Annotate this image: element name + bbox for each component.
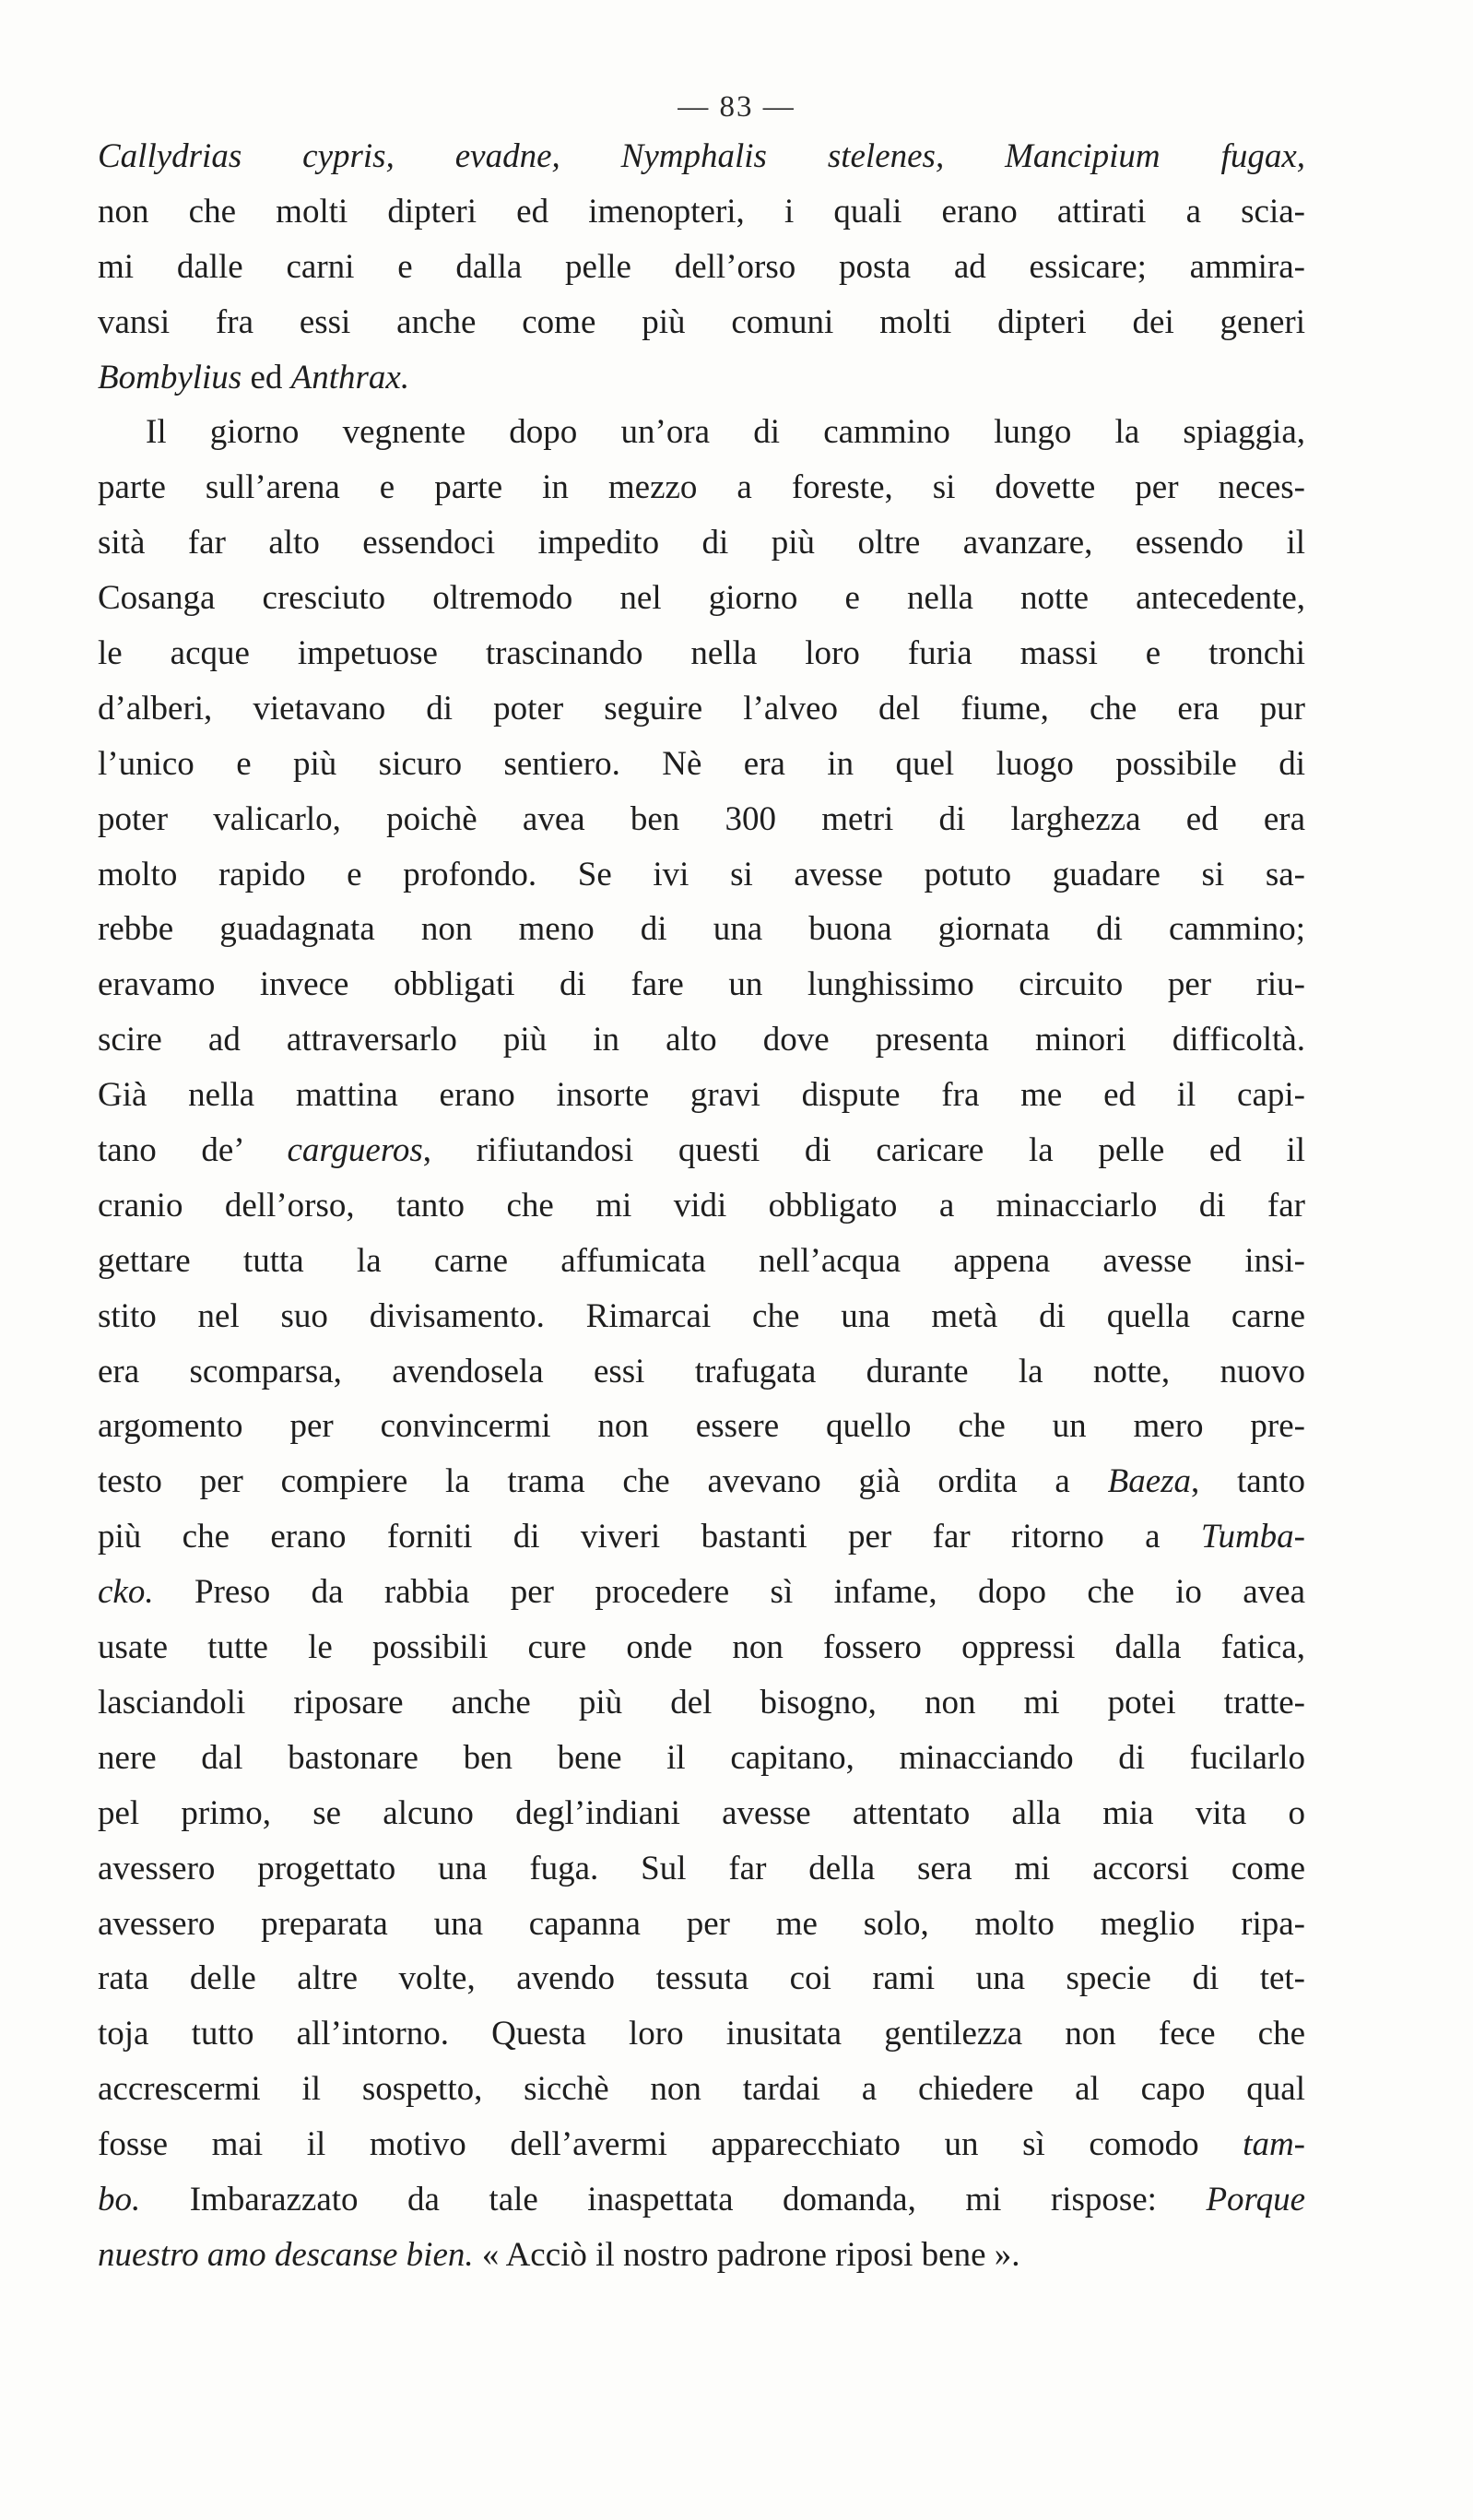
text-segment: , tanto xyxy=(1191,1462,1305,1501)
text-segment: usate tutte le possibili cure onde non fossero oppressi dalla fatica, xyxy=(98,1628,1305,1667)
text-line xyxy=(98,460,1305,515)
text-line xyxy=(98,405,1305,460)
text-line xyxy=(98,240,1305,295)
text-segment: avessero progettato una fuga. Sul far della sera mi accorsi come xyxy=(98,1849,1305,1887)
text-line xyxy=(98,1289,1305,1344)
text-line xyxy=(98,1731,1305,1786)
text-segment: molto rapido e profondo. Se ivi si avesse potuto guadare si sa- xyxy=(98,855,1305,893)
text-line xyxy=(98,1068,1305,1123)
text-segment: ed xyxy=(242,358,291,396)
text-segment: l’unico e più sicuro sentiero. Nè era in quel luogo possibile di xyxy=(98,744,1305,783)
text-line xyxy=(98,515,1305,571)
text-line xyxy=(98,1951,1305,2006)
italic-text-segment: Bombylius xyxy=(98,358,242,396)
text-line xyxy=(98,1675,1305,1731)
text-segment: rebbe guadagnata non meno di una buona giornata di cammino; xyxy=(98,910,1305,949)
body-text xyxy=(98,129,1305,2283)
italic-text-segment: nuestro amo descanse bien. xyxy=(98,2235,474,2274)
text-segment: pel primo, se alcuno degl’indiani avesse attentato alla mia vita o xyxy=(98,1793,1305,1832)
text-line xyxy=(98,1399,1305,1454)
text-line xyxy=(98,847,1305,903)
text-line xyxy=(98,1454,1305,1509)
text-line xyxy=(98,1786,1305,1841)
italic-text-segment: cko. xyxy=(98,1573,154,1612)
text-segment: argomento per convincermi non essere quello che un mero pre- xyxy=(98,1407,1305,1446)
text-line xyxy=(98,1565,1305,1620)
text-segment: toja tutto all’intorno. Questa loro inusitata gentilezza non fece che xyxy=(98,2015,1305,2053)
text-segment: lasciandoli riposare anche più del bisogno, non mi potei tratte- xyxy=(98,1683,1305,1721)
text-segment: stito nel suo divisamento. Rimarcai che una metà di quella carne xyxy=(98,1296,1305,1335)
text-segment: scire ad attraversarlo più in alto dove presenta minori difficoltà. xyxy=(98,1021,1305,1059)
text-line xyxy=(98,1344,1305,1400)
text-line xyxy=(98,2062,1305,2117)
text-segment: mi dalle carni e dalla pelle dell’orso posta ad essicare; ammira- xyxy=(98,247,1305,286)
text-segment: testo per compiere la trama che avevano già ordita a xyxy=(98,1462,1108,1501)
text-segment: parte sull’arena e parte in mezzo a foreste, si dovette per neces- xyxy=(98,468,1305,507)
italic-text-segment: Callydrias cypris, evadne, Nymphalis stelenes, Mancipium fugax, xyxy=(98,137,1305,175)
text-segment: gettare tutta la carne affumicata nell’acqua appena avesse insi- xyxy=(98,1241,1305,1280)
text-segment: « Acciò il nostro padrone riposi bene ». xyxy=(473,2235,1020,2274)
text-segment: d’alberi, vietavano di poter seguire l’alveo del fiume, che era pur xyxy=(98,689,1305,728)
text-line xyxy=(98,1509,1305,1565)
text-line xyxy=(98,1123,1305,1178)
text-segment: Già nella mattina erano insorte gravi dispute fra me ed il capi- xyxy=(98,1076,1305,1115)
text-line xyxy=(98,350,1305,406)
text-line xyxy=(98,1234,1305,1289)
italic-text-segment: Anthrax. xyxy=(290,358,410,396)
italic-text-segment: Porque xyxy=(1206,2180,1305,2218)
text-segment: tano de’ xyxy=(98,1131,288,1170)
text-segment: cranio dell’orso, tanto che mi vidi obbligato a minacciarlo di far xyxy=(98,1186,1305,1225)
italic-text-segment: Baeza xyxy=(1107,1462,1192,1501)
text-segment: , rifiutandosi questi di caricare la pelle ed il xyxy=(422,1131,1305,1170)
italic-text-segment: Tumba- xyxy=(1200,1518,1305,1556)
italic-text-segment: tam- xyxy=(1243,2125,1305,2164)
text-line xyxy=(98,957,1305,1012)
text-line xyxy=(98,1178,1305,1234)
text-line xyxy=(98,571,1305,626)
text-segment: Imbarazzato da tale inaspettata domanda, mi rispose: xyxy=(140,2180,1207,2218)
text-segment: Cosanga cresciuto oltremodo nel giorno e nella notte antecedente, xyxy=(98,579,1305,618)
text-line xyxy=(98,737,1305,792)
text-segment: Preso da rabbia per procedere sì infame, dopo che io avea xyxy=(153,1573,1305,1612)
text-line xyxy=(98,902,1305,957)
text-line xyxy=(98,295,1305,350)
text-line xyxy=(98,2117,1305,2172)
text-segment: eravamo invece obbligati di fare un lunghissimo circuito per riu- xyxy=(98,965,1305,1004)
text-line xyxy=(98,129,1305,184)
text-line xyxy=(98,2172,1305,2228)
text-line xyxy=(98,184,1305,240)
text-segment: nere dal bastonare ben bene il capitano, minacciando di fucilarlo xyxy=(98,1738,1305,1777)
text-line xyxy=(98,1620,1305,1675)
text-line xyxy=(98,1012,1305,1068)
text-line xyxy=(98,792,1305,847)
text-segment: era scomparsa, avendosela essi trafugata durante la notte, nuovo xyxy=(98,1352,1305,1390)
text-segment: avessero preparata una capanna per me solo, molto meglio ripa- xyxy=(98,1904,1305,1943)
italic-text-segment: bo. xyxy=(98,2180,141,2218)
text-line xyxy=(98,1897,1305,1952)
text-line xyxy=(98,626,1305,681)
text-segment: più che erano forniti di viveri bastanti per far ritorno a xyxy=(98,1518,1201,1556)
page-number: — 83 — xyxy=(678,90,795,124)
text-segment: le acque impetuose trascinando nella loro furia massi e tronchi xyxy=(98,634,1305,673)
text-line xyxy=(98,2228,1305,2283)
text-segment: non che molti dipteri ed imenopteri, i quali erano attirati a scia- xyxy=(98,192,1305,231)
text-segment: poter valicarlo, poichè avea ben 300 metri di larghezza ed era xyxy=(98,799,1305,838)
text-segment: Il giorno vegnente dopo un’ora di cammino lungo la spiaggia, xyxy=(146,413,1305,452)
text-segment: accrescermi il sospetto, sicchè non tardai a chiedere al capo qual xyxy=(98,2070,1305,2109)
text-segment: rata delle altre volte, avendo tessuta coi rami una specie di tet- xyxy=(98,1959,1305,1998)
text-line xyxy=(98,2006,1305,2062)
text-line xyxy=(98,1841,1305,1897)
text-segment: fosse mai il motivo dell’avermi apparecchiato un sì comodo xyxy=(98,2125,1243,2164)
text-line xyxy=(98,681,1305,737)
text-segment: vansi fra essi anche come più comuni molti dipteri dei generi xyxy=(98,302,1305,341)
text-segment: sità far alto essendoci impedito di più oltre avanzare, essendo il xyxy=(98,524,1305,562)
italic-text-segment: cargueros xyxy=(287,1131,423,1170)
